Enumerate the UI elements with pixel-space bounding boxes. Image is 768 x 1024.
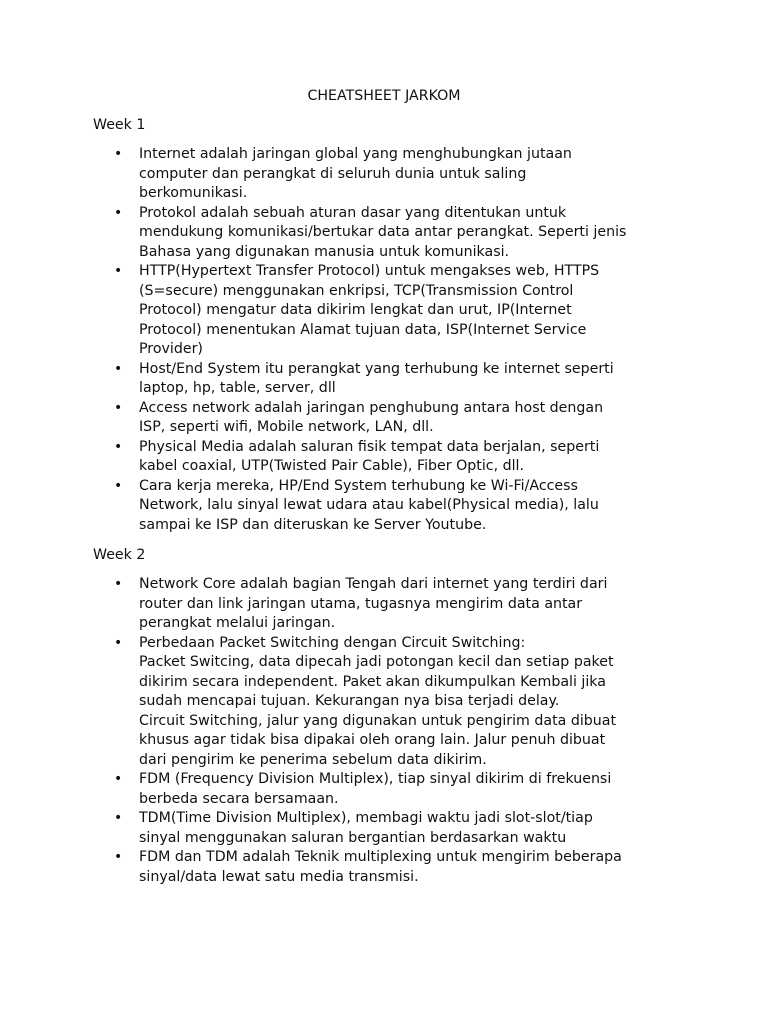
list-item-line: perangkat melalui jaringan. [139, 615, 336, 631]
bullet-icon: • [114, 477, 123, 494]
list-item [93, 262, 683, 360]
list-item-line: Circuit Switching, jalur yang digunakan untuk pengirim data dibuat [139, 712, 617, 729]
list-item-line: TDM(Time Division Multiplex), membagi waktu jadi slot-slot/tiap [139, 810, 593, 826]
list-item-line: Cara kerja mereka, HP/End System terhubung ke Wi-Fi/Access [139, 477, 578, 494]
list-item-line: berbeda secara bersamaan. [139, 790, 339, 807]
bullet-icon: • [114, 263, 123, 279]
bullet-icon: • [114, 438, 123, 455]
bullet-icon: • [114, 360, 123, 377]
list-item [93, 634, 683, 771]
list-item-line: dari pengirim ke penerima sebelum data dikirim. [139, 751, 487, 768]
list-item [93, 770, 683, 809]
list-item-line: Protokol adalah sebuah aturan dasar yang ditentukan untuk [139, 204, 567, 221]
list-item-line: computer dan perangkat di seluruh dunia untuk saling [139, 165, 527, 182]
bullet-icon: • [114, 634, 123, 651]
list-item-line: Protocol) mengatur data dikirim lengkat dan urut, IP(Internet [139, 302, 572, 318]
list-item-line: FDM dan TDM adalah Teknik multiplexing untuk mengirim beberapa [139, 849, 622, 865]
list-item-line: Host/End System itu perangkat yang terhubung ke internet seperti [139, 360, 614, 377]
list-item [93, 477, 683, 536]
section-heading-week-1: Week 1 [93, 117, 146, 133]
list-item [93, 360, 683, 399]
bullet-icon: • [114, 771, 123, 787]
list-item-line: sudah mencapai tujuan. Kekurangan nya bisa terjadi delay. [139, 693, 560, 709]
list-item-line: Physical Media adalah saluran fisik tempat data berjalan, seperti [139, 438, 600, 455]
bullet-icon: • [114, 204, 123, 221]
list-item-line: Provider) [139, 341, 203, 357]
list-item-line: mendukung komunikasi/bertukar data antar perangkat. Seperti jenis [139, 224, 627, 240]
list-item-line: Internet adalah jaringan global yang menghubungkan jutaan [139, 146, 572, 162]
list-item [93, 399, 683, 438]
list-item-line: Protocol) menentukan Alamat tujuan data, ISP(Internet Service [139, 321, 587, 338]
bullet-icon: • [114, 146, 123, 162]
list-item [93, 438, 683, 477]
list-item [93, 848, 683, 887]
list-item-line: router dan link jaringan utama, tugasnya mengirim data antar [139, 595, 583, 612]
list-item-line: Perbedaan Packet Switching dengan Circuit Switching: [139, 634, 526, 651]
list-item [93, 145, 683, 204]
list-item-line: dikirim secara independent. Paket akan dikumpulkan Kembali jika [139, 673, 606, 690]
section-heading-week-2: Week 2 [93, 547, 146, 563]
list-item-line: khusus agar tidak bisa dipakai oleh orang lain. Jalur penuh dibuat [139, 732, 606, 748]
bullet-icon: • [114, 399, 123, 416]
bullet-icon: • [114, 576, 123, 592]
document-title: CHEATSHEET JARKOM [307, 88, 461, 104]
list-item-line: FDM (Frequency Division Multiplex), tiap sinyal dikirim di frekuensi [139, 771, 612, 787]
bullet-list-week-1 [93, 145, 683, 535]
list-item-line: ISP, seperti wifi, Mobile network, LAN, dll. [139, 419, 434, 435]
list-item-line: berkomunikasi. [139, 185, 248, 201]
list-item-line: kabel coaxial, UTP(Twisted Pair Cable), Fiber Optic, dll. [139, 458, 524, 474]
list-item-line: HTTP(Hypertext Transfer Protocol) untuk mengakses web, HTTPS [139, 263, 600, 279]
list-item [93, 575, 683, 634]
bullet-icon: • [114, 810, 123, 826]
list-item-line: Network Core adalah bagian Tengah dari internet yang terdiri dari [139, 576, 608, 592]
list-item-line: sinyal/data lewat satu media transmisi. [139, 868, 419, 885]
list-item-line: Network, lalu sinyal lewat udara atau kabel(Physical media), lalu [139, 497, 599, 513]
list-item-line: Bahasa yang digunakan manusia untuk komunikasi. [139, 243, 510, 260]
list-item-line: (S=secure) menggunakan enkripsi, TCP(Transmission Control [139, 282, 574, 299]
list-item-line: laptop, hp, table, server, dll [139, 380, 336, 396]
list-item-line: Access network adalah jaringan penghubung antara host dengan [139, 399, 604, 416]
bullet-icon: • [114, 849, 123, 865]
list-item [93, 809, 683, 848]
bullet-list-week-2 [93, 575, 683, 887]
list-item-line: sinyal menggunakan saluran bergantian berdasarkan waktu [139, 829, 567, 846]
list-item-line: Packet Switcing, data dipecah jadi potongan kecil dan setiap paket [139, 654, 614, 670]
list-item-line: sampai ke ISP dan diteruskan ke Server Youtube. [139, 516, 487, 533]
list-item [93, 204, 683, 263]
